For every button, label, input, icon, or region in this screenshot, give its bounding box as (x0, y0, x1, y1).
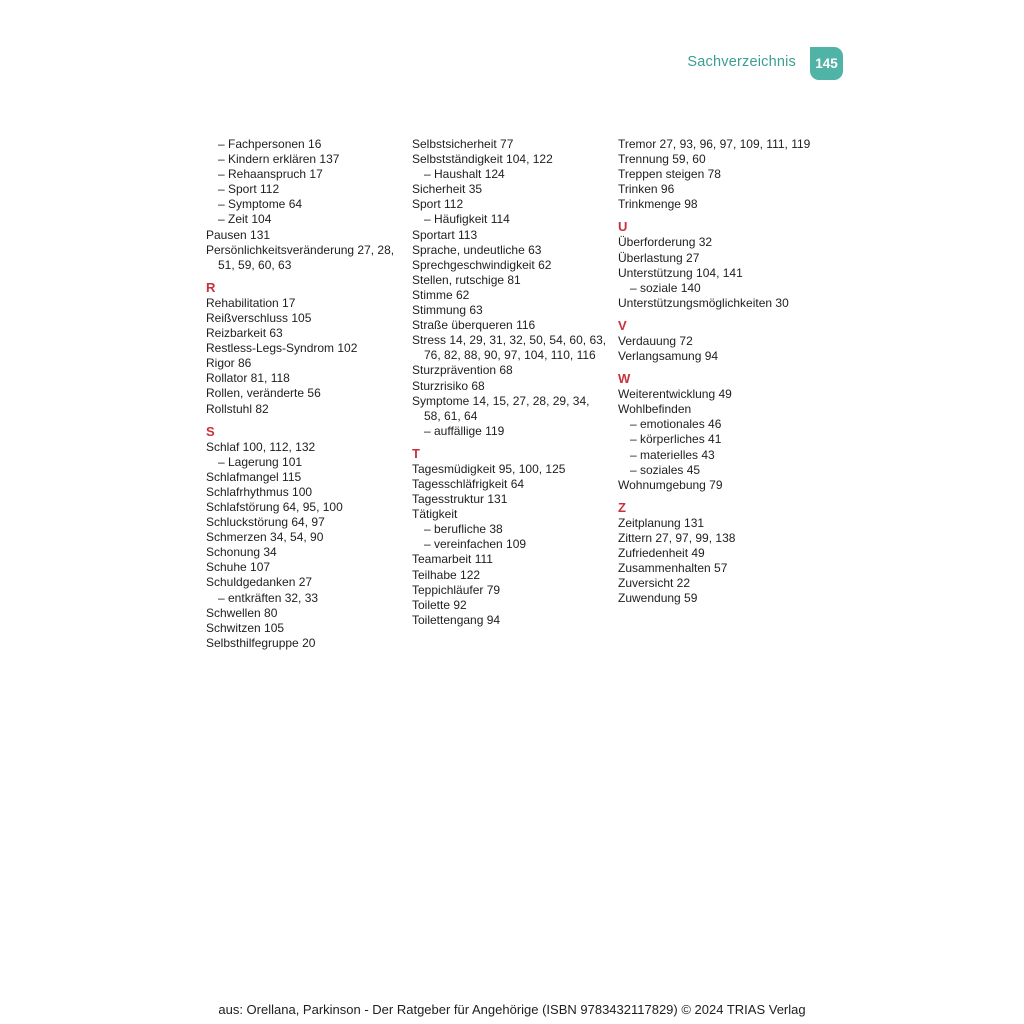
index-entry: Unterstützungsmöglichkeiten 30 (618, 295, 789, 310)
index-subentry: – soziales 45 (630, 462, 701, 477)
index-entry: Stress 14, 29, 31, 32, 50, 54, 60, 63, 76, 82, 88, 90, 97, 104, 110, 116 (412, 333, 607, 363)
index-column-2 (412, 137, 608, 628)
index-entry: Zuwendung 59 (618, 591, 698, 606)
index-entry: Selbstsicherheit 77 (412, 137, 514, 151)
index-column-1 (206, 137, 402, 651)
index-entry: Reißverschluss 105 (206, 310, 312, 325)
letter-heading: V (618, 317, 627, 333)
index-subentry: – vereinfachen 109 (424, 537, 527, 552)
index-entry: Straße überqueren 116 (412, 318, 536, 333)
index-subentry: – körperliches 41 (630, 432, 722, 447)
index-subentry: – Zeit 104 (218, 212, 272, 227)
index-subentry: – Kindern erklären 137 (218, 152, 340, 167)
index-entry: Tremor 27, 93, 96, 97, 109, 111, 119 (618, 137, 811, 151)
index-entry: Sprechgeschwindigkeit 62 (412, 257, 552, 272)
index-entry: Überforderung 32 (618, 235, 713, 250)
index-subentry: – emotionales 46 (630, 417, 722, 432)
index-entry: Rollstuhl 82 (206, 401, 269, 416)
index-entry: Stellen, rutschige 81 (412, 272, 521, 287)
index-entry: Reizbarkeit 63 (206, 326, 283, 341)
index-entry: Zittern 27, 97, 99, 138 (618, 530, 736, 545)
index-entry: Sportart 113 (412, 227, 478, 242)
letter-heading: U (618, 219, 628, 235)
index-entry: Tagesschläfrigkeit 64 (412, 476, 525, 491)
index-entry: Teamarbeit 111 (412, 552, 493, 567)
index-entry: Schwitzen 105 (206, 620, 285, 635)
index-entry: Sturzrisiko 68 (412, 378, 485, 393)
index-entry: Tätigkeit (412, 507, 458, 522)
index-subentry: – berufliche 38 (424, 522, 503, 537)
index-entry: Toilette 92 (412, 597, 467, 612)
index-subentry: – Haushalt 124 (424, 167, 505, 182)
index-entry: Schuldgedanken 27 (206, 575, 313, 590)
index-subentry: – Lagerung 101 (218, 454, 303, 469)
index-entry: Pausen 131 (206, 227, 271, 242)
index-entry: Schlafmangel 115 (206, 469, 302, 484)
index-entry: Verlangsamung 94 (618, 349, 719, 364)
index-entry: Schwellen 80 (206, 605, 278, 620)
index-entry: Wohlbefinden (618, 402, 692, 417)
index-entry: Verdauung 72 (618, 333, 693, 348)
index-entry: Sturzprävention 68 (412, 363, 513, 378)
index-column-3 (618, 137, 814, 606)
footer-citation: aus: Orellana, Parkinson - Der Ratgeber für Angehörige (ISBN 9783432117829) © 2024 TRIAS Verlag (218, 1002, 806, 1017)
index-entry: Zeitplanung 131 (618, 515, 705, 530)
index-subentry: – Rehaanspruch 17 (218, 167, 323, 182)
index-entry: Unterstützung 104, 141 (618, 265, 743, 280)
index-entry: Toilettengang 94 (412, 612, 501, 627)
index-subentry: – Sport 112 (218, 182, 280, 197)
index-entry: Zufriedenheit 49 (618, 545, 705, 560)
index-entry: Restless-Legs-Syndrom 102 (206, 341, 358, 356)
section-title: Sachverzeichnis (687, 54, 796, 70)
index-entry: Treppen steigen 78 (618, 167, 721, 182)
index-entry: Schlafrhythmus 100 (206, 484, 313, 499)
index-entry: Stimme 62 (412, 287, 470, 302)
letter-heading: S (206, 423, 215, 439)
index-entry: Schmerzen 34, 54, 90 (206, 530, 324, 545)
index-entry: Schluckstörung 64, 97 (206, 515, 325, 530)
index-entry: Teilhabe 122 (412, 567, 481, 582)
index-entry: Schlafstörung 64, 95, 100 (206, 499, 343, 514)
index-entry: Zusammenhalten 57 (618, 561, 728, 576)
index-entry: Trennung 59, 60 (618, 152, 706, 167)
index-entry: Schonung 34 (206, 545, 277, 560)
index-entry: Tagesstruktur 131 (412, 492, 508, 507)
index-entry: Persönlichkeitsveränderung 27, 28, 51, 59, 60, 63 (206, 242, 395, 272)
index-entry: Sport 112 (412, 197, 464, 212)
index-entry: Schlaf 100, 112, 132 (206, 439, 316, 454)
index-entry: Selbstständigkeit 104, 122 (412, 152, 553, 167)
index-entry: Schuhe 107 (206, 560, 271, 575)
index-entry: Überlastung 27 (618, 250, 700, 265)
index-entry: Sicherheit 35 (412, 182, 483, 197)
letter-heading: W (618, 371, 631, 387)
index-subentry: – Fachpersonen 16 (218, 137, 322, 151)
index-entry: Symptome 14, 15, 27, 28, 29, 34, 58, 61, 64 (412, 393, 590, 423)
index-entry: Trinkmenge 98 (618, 197, 698, 212)
letter-heading: Z (618, 499, 626, 515)
index-subentry: – auffällige 119 (424, 423, 505, 438)
index-subentry: – Symptome 64 (218, 197, 303, 212)
letter-heading: R (206, 279, 216, 295)
index-entry: Sprache, undeutliche 63 (412, 242, 542, 257)
index-entry: Zuversicht 22 (618, 576, 691, 591)
index-entry: Stimmung 63 (412, 303, 483, 318)
index-entry: Rollen, veränderte 56 (206, 386, 321, 401)
index-subentry: – soziale 140 (630, 280, 701, 295)
index-entry: Rehabilitation 17 (206, 295, 296, 310)
index-subentry: – materielles 43 (630, 447, 715, 462)
index-entry: Selbsthilfegruppe 20 (206, 635, 316, 650)
page-number-badge: 145 (810, 47, 843, 80)
index-entry: Teppichläufer 79 (412, 582, 501, 597)
index-entry: Weiterentwicklung 49 (618, 387, 732, 402)
index-subentry: – Häufigkeit 114 (424, 212, 510, 227)
index-entry: Wohnumgebung 79 (618, 477, 723, 492)
index-entry: Tagesmüdigkeit 95, 100, 125 (412, 461, 566, 476)
index-subentry: – entkräften 32, 33 (218, 590, 319, 605)
index-entry: Rollator 81, 118 (206, 371, 290, 386)
index-entry: Rigor 86 (206, 356, 252, 371)
index-entry: Trinken 96 (618, 182, 675, 197)
letter-heading: T (412, 445, 420, 461)
